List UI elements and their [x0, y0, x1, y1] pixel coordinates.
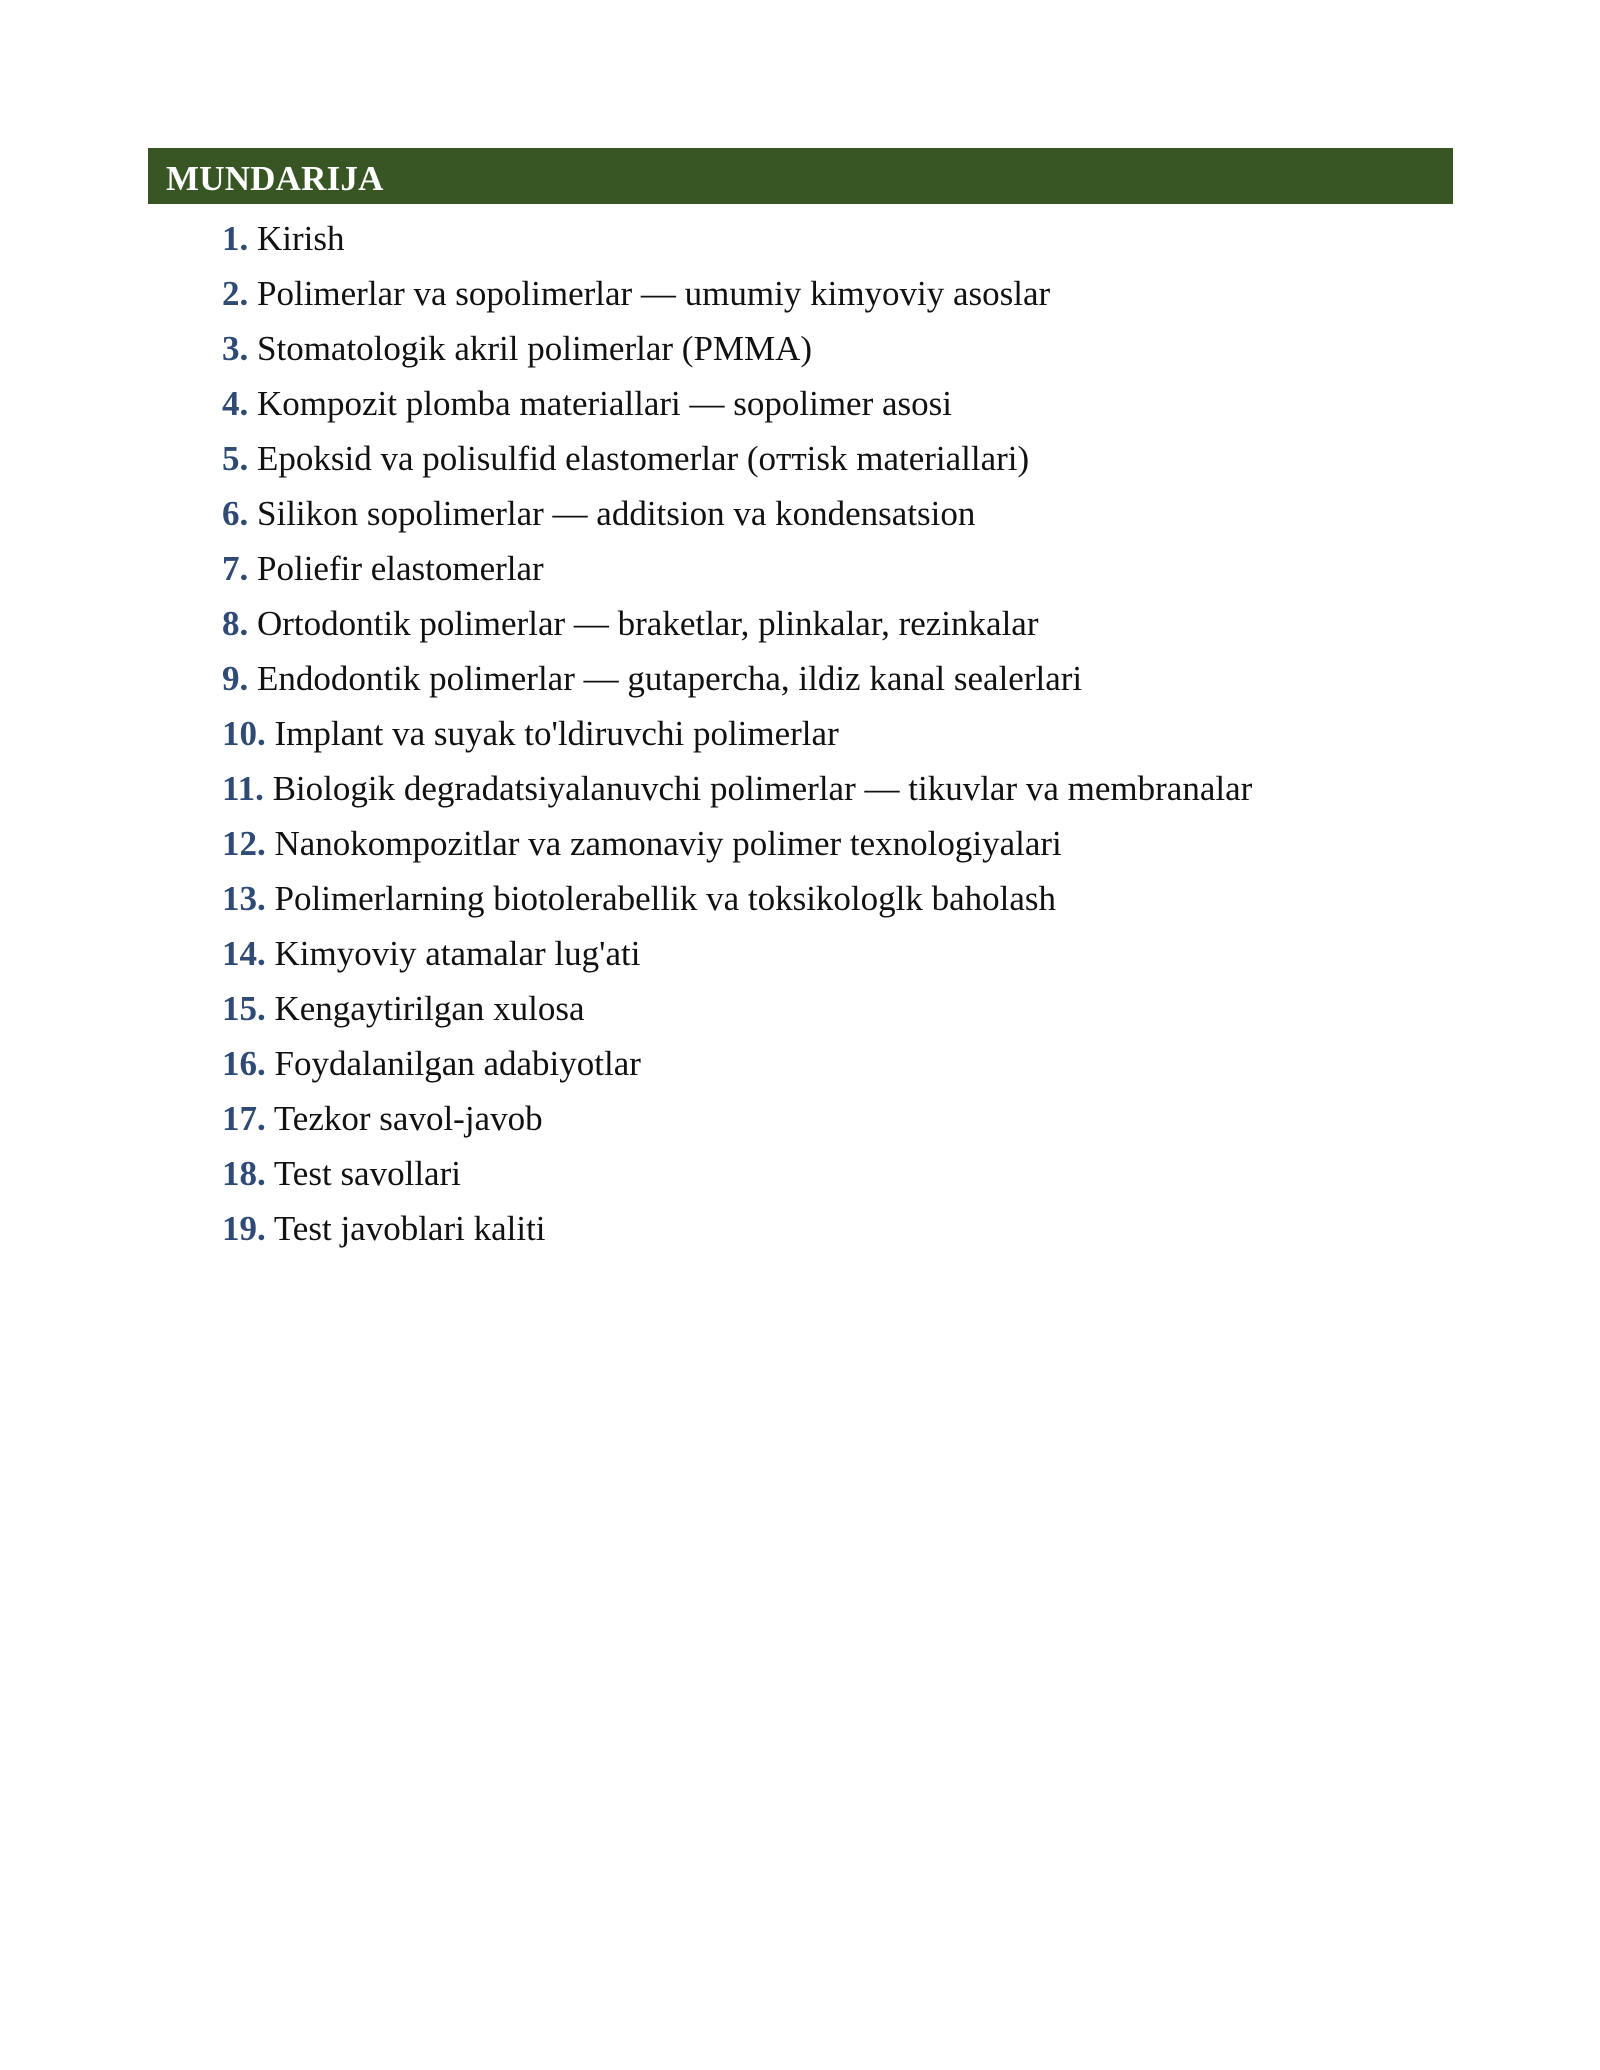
toc-item: [222, 486, 1442, 541]
toc-item-text: Foydalanilgan adabiyotlar: [274, 1044, 641, 1083]
toc-item-number: 14.: [222, 934, 266, 973]
toc-item-text: Poliefir elastomerlar: [257, 549, 544, 588]
toc-item-text: Tezkor savol-javob: [273, 1099, 543, 1138]
toc-item-number: 9.: [222, 659, 249, 698]
toc-item: [222, 541, 1442, 596]
toc-item-text: Implant va suyak to'ldiruvchi polimerlar: [274, 714, 839, 753]
toc-list: [222, 211, 1442, 1256]
toc-item-text: Ortodontik polimerlar — braketlar, plinkalar, rezinkalar: [257, 604, 1039, 643]
toc-item-text: Nanokompozitlar va zamonaviy polimer texnologiyalari: [274, 824, 1062, 863]
toc-item: [222, 1091, 1442, 1146]
toc-item: [222, 431, 1442, 486]
toc-item-text: Biologik degradatsiyalanuvchi polimerlar — tikuvlar va membranalar: [272, 769, 1253, 808]
toc-item-number: 5.: [222, 439, 249, 478]
toc-item-number: 1.: [222, 219, 249, 258]
toc-item-text: Test savollari: [273, 1154, 461, 1193]
toc-item: [222, 981, 1442, 1036]
toc-item-number: 7.: [222, 549, 249, 588]
toc-item-text: Endodontik polimerlar — gutapercha, ildiz kanal sealerlari: [257, 659, 1083, 698]
toc-item-text: Kengaytirilgan xulosa: [274, 989, 585, 1028]
toc-item-text: Kimyoviy atamalar lug'ati: [274, 934, 641, 973]
toc-item-text: Stomatologik akril polimerlar (PMMA): [257, 329, 813, 368]
toc-item-text: Silikon sopolimerlar — additsion va kondensatsion: [257, 494, 976, 533]
toc-item-number: 18.: [222, 1154, 266, 1193]
toc-item: [222, 651, 1442, 706]
toc-item-text: Kompozit plomba materiallari — sopolimer asosi: [257, 384, 952, 423]
toc-item: [222, 926, 1442, 981]
toc-item-text: Epoksid va polisulfid elastomerlar (oттisk materiallari): [257, 439, 1030, 478]
toc-item: [222, 376, 1442, 431]
toc-item-text: Polimerlarning biotolerabellik va toksikologlk baholash: [274, 879, 1057, 918]
toc-item-number: 8.: [222, 604, 249, 643]
toc-item-number: 2.: [222, 274, 249, 313]
toc-item: [222, 211, 1442, 266]
toc-item: [222, 761, 1442, 816]
toc-item-number: 19.: [222, 1209, 266, 1248]
toc-item: [222, 816, 1442, 871]
toc-item: [222, 1201, 1442, 1256]
toc-header-bar: [148, 148, 1453, 204]
toc-item: [222, 871, 1442, 926]
toc-item-number: 11.: [222, 769, 264, 808]
toc-item-number: 12.: [222, 824, 266, 863]
toc-item-number: 6.: [222, 494, 249, 533]
toc-item: [222, 596, 1442, 651]
toc-item: [222, 1146, 1442, 1201]
toc-item-number: 15.: [222, 989, 266, 1028]
toc-item-number: 13.: [222, 879, 266, 918]
toc-item-text: Polimerlar va sopolimerlar — umumiy kimyoviy asoslar: [257, 274, 1051, 313]
toc-item-number: 17.: [222, 1099, 266, 1138]
toc-item-text: Kirish: [257, 219, 345, 258]
toc-item: [222, 1036, 1442, 1091]
toc-item-number: 16.: [222, 1044, 266, 1083]
toc-item: [222, 321, 1442, 376]
toc-item-number: 10.: [222, 714, 266, 753]
toc-item-number: 3.: [222, 329, 249, 368]
toc-title: MUNDARIJA: [166, 159, 384, 198]
toc-item: [222, 706, 1442, 761]
toc-item-text: Test javoblari kaliti: [273, 1209, 546, 1248]
toc-item-number: 4.: [222, 384, 249, 423]
toc-item: [222, 266, 1442, 321]
